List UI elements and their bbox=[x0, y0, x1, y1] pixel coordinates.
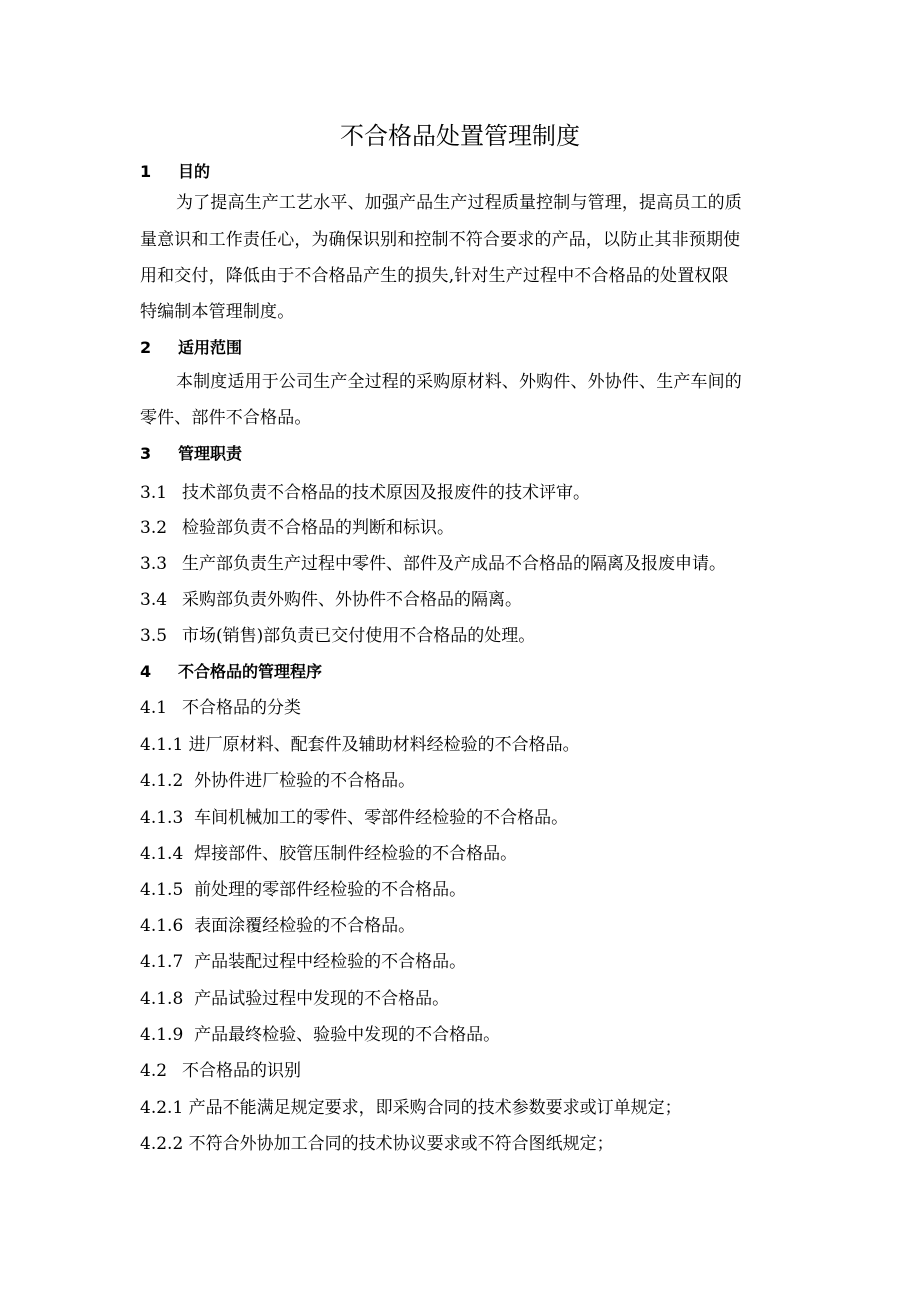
item-number: 4.1.8 bbox=[140, 989, 184, 1009]
list-item bbox=[140, 552, 726, 576]
list-item bbox=[140, 1096, 682, 1120]
section-title: 目的 bbox=[178, 162, 211, 181]
item-number: 4.2.2 bbox=[140, 1134, 184, 1154]
paragraph-line: 量意识和工作责任心，为确保识别和控制不符合要求的产品，以防止其非预期使 bbox=[140, 230, 741, 250]
item-text: 技术部负责不合格品的技术原因及报废件的技术评审。 bbox=[182, 483, 590, 503]
item-number: 3.5 bbox=[140, 626, 168, 646]
section-number: 1 bbox=[140, 162, 152, 181]
section-number: 2 bbox=[140, 338, 152, 357]
item-text: 市场(销售)部负责已交付使用不合格品的处理。 bbox=[182, 626, 536, 646]
item-text: 采购部负责外购件、外协件不合格品的隔离。 bbox=[182, 590, 522, 610]
list-item bbox=[140, 516, 454, 540]
item-text: 不符合外协加工合同的技术协议要求或不符合图纸规定； bbox=[188, 1134, 614, 1154]
item-number: 4.1.6 bbox=[140, 916, 184, 936]
section-heading bbox=[140, 160, 210, 184]
item-number: 4.1.9 bbox=[140, 1025, 184, 1045]
item-text: 产品最终检验、验验中发现的不合格品。 bbox=[194, 1025, 501, 1045]
item-number: 4.1.1 bbox=[140, 735, 184, 755]
item-text: 前处理的零部件经检验的不合格品。 bbox=[194, 880, 467, 900]
item-number: 4.2 bbox=[140, 1061, 168, 1081]
list-item bbox=[140, 1132, 614, 1156]
paragraph-line: 为了提高生产工艺水平、加强产品生产过程质量控制与管理，提高员工的质 bbox=[176, 193, 742, 213]
section-heading bbox=[140, 660, 322, 684]
section-title: 管理职责 bbox=[178, 444, 243, 463]
list-item bbox=[140, 481, 590, 505]
item-number: 3.4 bbox=[140, 590, 168, 610]
item-number: 4.1.7 bbox=[140, 952, 184, 972]
item-number: 4.1.4 bbox=[140, 844, 184, 864]
item-text: 生产部负责生产过程中零件、部件及产成品不合格品的隔离及报废申请。 bbox=[182, 554, 726, 574]
list-item bbox=[140, 624, 535, 648]
section-heading bbox=[140, 336, 242, 360]
section-heading bbox=[140, 442, 242, 466]
item-number: 4.1.3 bbox=[140, 808, 184, 828]
list-item bbox=[140, 733, 580, 757]
list-item bbox=[140, 878, 466, 902]
item-number: 4.1 bbox=[140, 698, 168, 718]
item-number: 3.2 bbox=[140, 518, 168, 538]
item-text: 检验部负责不合格品的判断和标识。 bbox=[182, 518, 454, 538]
item-text: 表面涂覆经检验的不合格品。 bbox=[194, 916, 416, 936]
item-number: 4.1.2 bbox=[140, 771, 184, 791]
list-item bbox=[140, 806, 568, 830]
item-text: 进厂原材料、配套件及辅助材料经检验的不合格品。 bbox=[188, 735, 580, 755]
section-title: 不合格品的管理程序 bbox=[178, 662, 323, 681]
item-text: 产品装配过程中经检验的不合格品。 bbox=[194, 952, 467, 972]
paragraph-line: 零件、部件不合格品。 bbox=[140, 408, 312, 428]
subsection-heading bbox=[140, 696, 301, 720]
item-text: 不合格品的分类 bbox=[182, 698, 301, 718]
item-text: 产品试验过程中发现的不合格品。 bbox=[194, 989, 450, 1009]
item-text: 不合格品的识别 bbox=[182, 1061, 301, 1081]
list-item bbox=[140, 914, 415, 938]
item-text: 产品不能满足规定要求，即采购合同的技术参数要求或订单规定； bbox=[188, 1098, 682, 1118]
paragraph-line: 特编制本管理制度。 bbox=[140, 302, 295, 322]
list-item bbox=[140, 769, 415, 793]
section-number: 4 bbox=[140, 662, 152, 681]
paragraph-line: 用和交付，降低由于不合格品产生的损失,针对生产过程中不合格品的处置权限 bbox=[140, 266, 729, 286]
list-item bbox=[140, 1023, 500, 1047]
item-number: 4.2.1 bbox=[140, 1098, 184, 1118]
item-text: 外协件进厂检验的不合格品。 bbox=[194, 771, 416, 791]
section-number: 3 bbox=[140, 444, 152, 463]
section-title: 适用范围 bbox=[178, 338, 243, 357]
list-item bbox=[140, 842, 517, 866]
list-item bbox=[140, 987, 449, 1011]
paragraph-line: 本制度适用于公司生产全过程的采购原材料、外购件、外协件、生产车间的 bbox=[176, 372, 742, 392]
item-number: 3.1 bbox=[140, 483, 168, 503]
item-number: 4.1.5 bbox=[140, 880, 184, 900]
list-item bbox=[140, 588, 522, 612]
page-title: 不合格品处置管理制度 bbox=[340, 122, 580, 150]
list-item bbox=[140, 950, 466, 974]
subsection-heading bbox=[140, 1059, 301, 1083]
item-number: 3.3 bbox=[140, 554, 168, 574]
item-text: 焊接部件、胶管压制件经检验的不合格品。 bbox=[194, 844, 518, 864]
item-text: 车间机械加工的零件、零部件经检验的不合格品。 bbox=[194, 808, 569, 828]
